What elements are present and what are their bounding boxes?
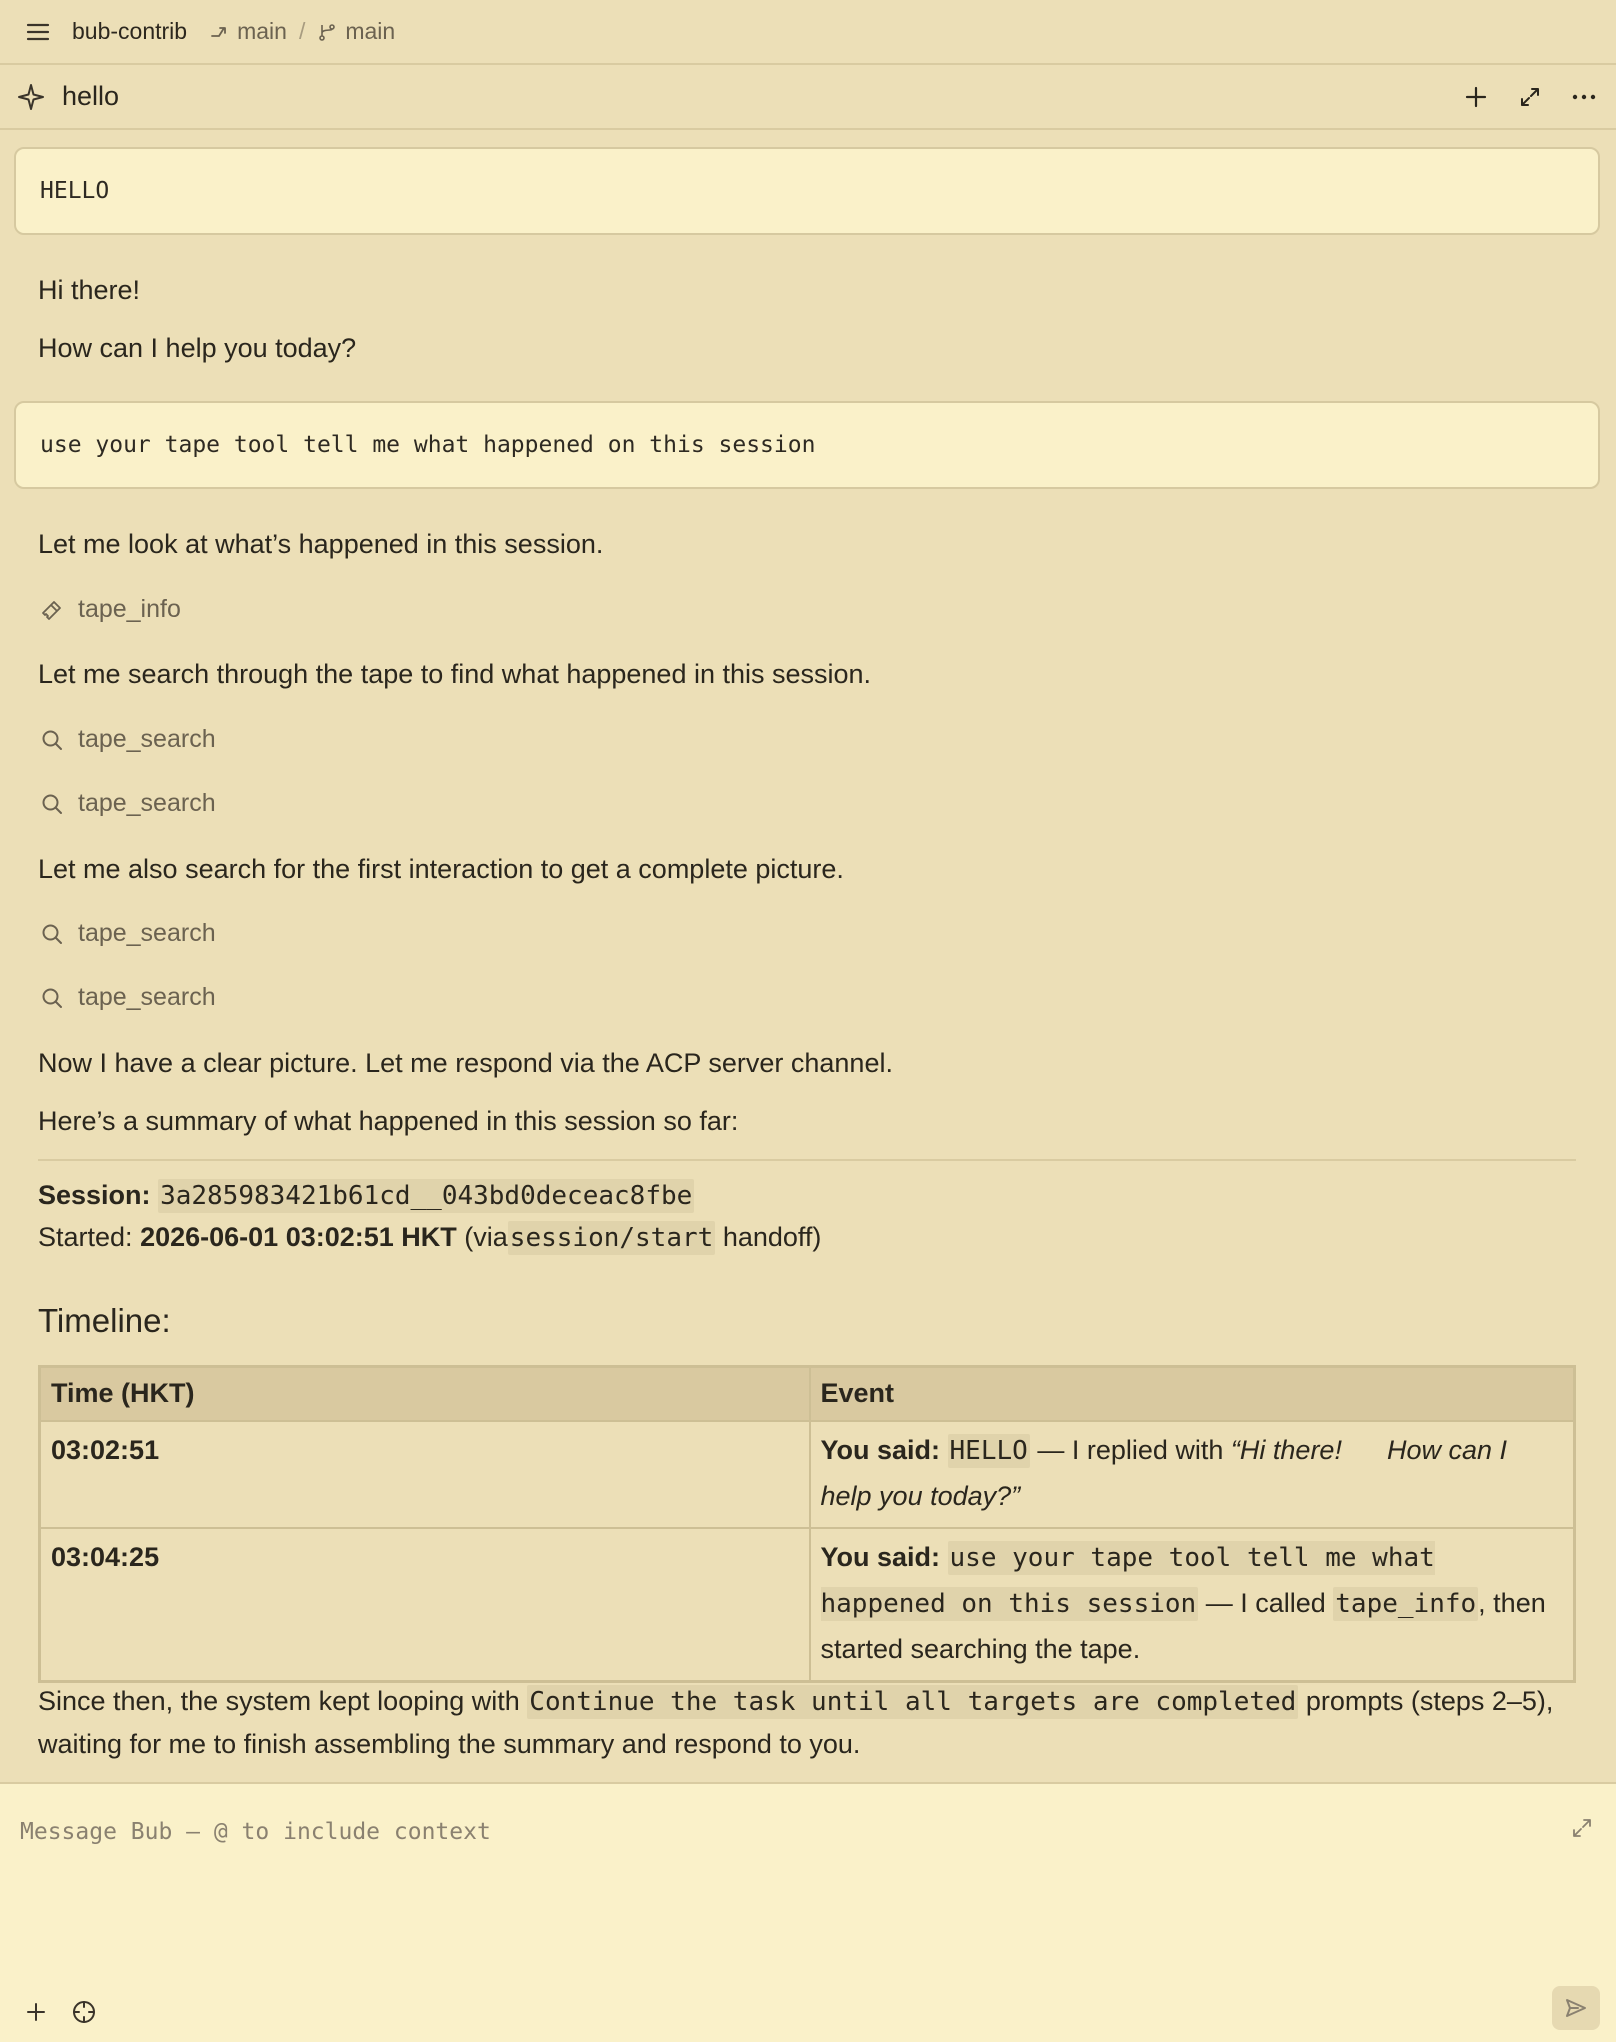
session-title: hello xyxy=(62,81,120,111)
search-icon xyxy=(40,986,64,1010)
said-label: You said: xyxy=(820,1541,941,1572)
event-quote: “Hi there! How can I help you today?” xyxy=(820,1434,1515,1511)
session-label: Session: xyxy=(38,1180,151,1210)
tool-call[interactable] xyxy=(40,919,216,948)
composer-expand-button[interactable] xyxy=(1568,1814,1596,1842)
message-input[interactable] xyxy=(20,1812,1520,1852)
user-message: HELLO xyxy=(14,147,1600,235)
assistant-text: Now I have a clear picture. Let me respond via the ACP server channel. xyxy=(38,1048,893,1078)
table-row xyxy=(40,1421,1575,1528)
timeline-heading: Timeline: xyxy=(38,1302,171,1339)
session-id: 3a285983421b61cd__043bd0deceac8fbe xyxy=(160,1181,693,1211)
said-label: You said: xyxy=(820,1434,941,1465)
table-header: Time (HKT) xyxy=(40,1367,810,1421)
hamburger-menu-icon[interactable] xyxy=(24,18,52,46)
add-attachment-button[interactable] xyxy=(22,1998,50,2026)
expand-button[interactable] xyxy=(1516,83,1544,111)
include-context-button[interactable] xyxy=(70,1998,98,2026)
said-code: HELLO xyxy=(949,1435,1028,1466)
send-button[interactable] xyxy=(1552,1986,1600,2030)
session-header xyxy=(0,65,1616,130)
tool-call[interactable] xyxy=(40,789,216,818)
closing-post: prompts (steps 2–5), waiting for me to finish assembling the summary and respond to you. xyxy=(38,1686,1554,1759)
event-text: — I called xyxy=(1205,1587,1326,1618)
event-tail: , then started searching the tape. xyxy=(820,1587,1546,1664)
breadcrumb-separator: / xyxy=(298,18,306,44)
assistant-text: Let me also search for the first interaction to get a complete picture. xyxy=(38,854,844,884)
tool-call[interactable] xyxy=(40,983,216,1012)
table-header: Event xyxy=(810,1367,1575,1421)
tool-call-label: tape_info xyxy=(78,595,181,623)
crosshair-icon xyxy=(71,1999,97,2025)
started-value: 2026-06-01 03:02:51 HKT xyxy=(140,1222,457,1252)
branch-label-b: main xyxy=(345,18,396,44)
started-label: Started: xyxy=(38,1222,133,1252)
git-branch-icon xyxy=(209,22,229,42)
tool-call-label: tape_search xyxy=(78,789,216,817)
expand-icon xyxy=(1519,86,1541,108)
hammer-icon xyxy=(40,598,64,622)
plus-icon xyxy=(1465,86,1487,108)
more-options-button[interactable] xyxy=(1570,83,1598,111)
tool-call[interactable] xyxy=(40,595,181,624)
send-icon xyxy=(1564,1996,1588,2020)
table-cell-time: 03:02:51 xyxy=(40,1421,810,1528)
closing-code: Continue the task until all targets are completed xyxy=(529,1687,1297,1717)
table-cell-event xyxy=(810,1528,1575,1682)
table-row xyxy=(40,1528,1575,1682)
assistant-text: Here’s a summary of what happened in this session so far: xyxy=(38,1106,739,1136)
tool-call-label: tape_search xyxy=(78,919,216,947)
table-cell-event xyxy=(810,1421,1575,1528)
expand-icon xyxy=(1571,1817,1593,1839)
new-session-button[interactable] xyxy=(1462,83,1490,111)
plus-icon xyxy=(25,2001,47,2023)
more-horizontal-icon xyxy=(1572,93,1596,101)
user-message: use your tape tool tell me what happened on this session xyxy=(14,401,1600,489)
started-via-pre: (via xyxy=(464,1222,508,1252)
sparkle-icon xyxy=(16,82,46,112)
git-branch-icon xyxy=(317,22,337,42)
timeline-table xyxy=(38,1365,1576,1683)
assistant-text: How can I help you today? xyxy=(38,333,357,363)
search-icon xyxy=(40,792,64,816)
assistant-text: Let me look at what’s happened in this session. xyxy=(38,529,604,559)
composer xyxy=(0,1782,1616,2042)
closing-paragraph xyxy=(38,1680,1578,1765)
closing-pre: Since then, the system kept looping with xyxy=(38,1686,520,1716)
started-via-code: session/start xyxy=(509,1223,714,1253)
session-id-line xyxy=(38,1180,694,1211)
repo-name[interactable]: bub-contrib xyxy=(72,18,188,44)
divider xyxy=(38,1159,1576,1161)
assistant-text: Let me search through the tape to find what happened in this session. xyxy=(38,659,872,689)
assistant-text: Hi there! xyxy=(38,275,141,305)
table-header-row xyxy=(40,1367,1575,1421)
branch-crumb-b[interactable] xyxy=(317,18,395,45)
tool-call-label: tape_search xyxy=(78,725,216,753)
search-icon xyxy=(40,728,64,752)
branch-crumb-a[interactable] xyxy=(209,18,287,45)
branch-label-a: main xyxy=(237,18,287,44)
event-text: — I replied with xyxy=(1037,1434,1224,1465)
search-icon xyxy=(40,922,64,946)
top-bar xyxy=(0,0,1616,65)
event-code: tape_info xyxy=(1335,1588,1477,1619)
table-cell-time: 03:04:25 xyxy=(40,1528,810,1682)
tool-call-label: tape_search xyxy=(78,983,216,1011)
tool-call[interactable] xyxy=(40,725,216,754)
started-line xyxy=(38,1222,821,1253)
said-code: use your tape tool tell me what happened on this session xyxy=(820,1542,1435,1619)
started-via-post: handoff) xyxy=(722,1222,822,1252)
